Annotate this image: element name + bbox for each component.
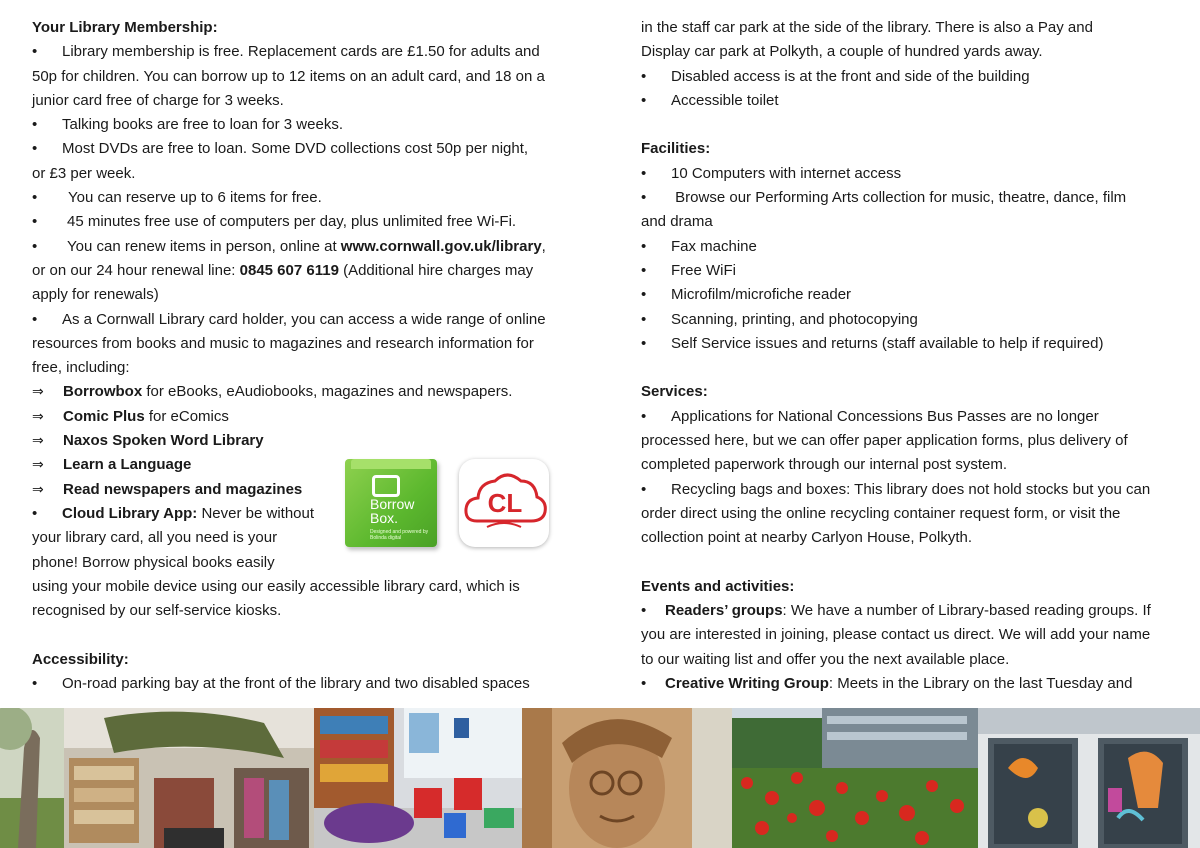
list-item: • Cloud Library App: Never be without: [32, 504, 315, 522]
list-item-continued: to our waiting list and offer you the next available place.: [641, 650, 1010, 668]
list-item-continued: processed here, but we can offer paper application forms, plus delivery of: [641, 432, 1128, 450]
list-item-continued: or on our 24 hour renewal line: 0845 607 6119 (Additional hire charges may: [32, 261, 534, 279]
library-interior-photo: [64, 708, 314, 848]
list-item-continued: order direct using the online recycling container request form, or visit the: [641, 504, 1121, 522]
list-item: • Self Service issues and returns (staff available to help if required): [641, 334, 1104, 352]
list-item: • Free WiFi: [641, 261, 736, 279]
arrow-icon: ⇒: [32, 481, 44, 498]
list-item: • You can renew items in person, online at www.cornwall.gov.uk/library,: [32, 237, 546, 255]
resource-item: ⇒ Read newspapers and magazines: [32, 478, 592, 502]
list-item: • Scanning, printing, and photocopying: [641, 310, 918, 328]
childrens-area-photo: [314, 708, 522, 848]
arrow-icon: ⇒: [32, 457, 44, 474]
list-item: • You can reserve up to 6 items for free.: [32, 189, 322, 207]
left-column: [32, 16, 592, 696]
borrowbox-logo: Borrow Box. Designed and powered by Bolinda digital: [345, 459, 437, 547]
svg-text:CL: CL: [487, 488, 523, 518]
list-item-continued: recognised by our self-service kiosks.: [32, 602, 282, 620]
list-item: • Microfilm/microfiche reader: [641, 286, 852, 304]
list-item-continued: you are interested in joining, please contact us direct. We will add your name: [641, 626, 1151, 644]
services-heading: Services:: [641, 383, 708, 401]
list-item-continued: 50p for children. You can borrow up to 12 items on an adult card, and 18 on a: [32, 67, 545, 85]
wood-carving-photo: [522, 708, 732, 848]
resource-item: ⇒ Learn a Language: [32, 453, 592, 477]
list-item: • Readers’ groups: We have a number of Library-based reading groups. If: [641, 602, 1151, 620]
list-item: • Talking books are free to loan for 3 weeks.: [32, 116, 343, 134]
photo-strip: [0, 708, 1200, 848]
membership-heading: Your Library Membership:: [32, 19, 218, 36]
list-item-continued: free, including:: [32, 359, 130, 377]
resource-item: ⇒ Borrowbox for eBooks, eAudiobooks, magazines and newspapers.: [32, 380, 592, 404]
speech-bubble-icon: [372, 475, 400, 497]
cloudlibrary-logo: [459, 459, 549, 547]
resource-item: ⇒ Naxos Spoken Word Library: [32, 429, 592, 453]
arrow-icon: ⇒: [32, 384, 44, 401]
list-item-continued: your library card, all you need is your: [32, 529, 278, 547]
renewal-phone-number: 0845 607 6119: [239, 261, 339, 279]
list-item: • Most DVDs are free to loan. Some DVD collections cost 50p per night,: [32, 140, 529, 158]
tree-photo: [0, 708, 64, 848]
list-item: • Accessible toilet: [641, 91, 779, 109]
list-item: • Fax machine: [641, 237, 757, 255]
right-column: [641, 16, 1186, 696]
list-item: • Creative Writing Group: Meets in the Library on the last Tuesday and: [641, 675, 1133, 693]
list-item: • Library membership is free. Replacement cards are £1.50 for adults and: [32, 43, 540, 61]
list-item: • Applications for National Concessions Bus Passes are no longer: [641, 407, 1099, 425]
list-item: • 10 Computers with internet access: [641, 164, 902, 182]
app-logos: [345, 459, 555, 549]
cloud-icon: [459, 459, 549, 547]
list-item-continued: or £3 per week.: [32, 164, 136, 182]
list-item: • Browse our Performing Arts collection for music, theatre, dance, film: [641, 189, 1127, 207]
library-website-link[interactable]: www.cornwall.gov.uk/library: [340, 237, 542, 255]
arrow-icon: ⇒: [32, 408, 44, 425]
list-item: • 45 minutes free use of computers per day, plus unlimited free Wi-Fi.: [32, 213, 517, 231]
resource-item: ⇒ Comic Plus for eComics: [32, 405, 592, 429]
arrow-icon: ⇒: [32, 433, 44, 450]
list-item: • Recycling bags and boxes: This library does not hold stocks but you can: [641, 480, 1151, 498]
list-item: • As a Cornwall Library card holder, you can access a wide range of online: [32, 310, 546, 328]
list-item-continued: using your mobile device using our easily accessible library card, which is: [32, 577, 520, 595]
list-item-continued: apply for renewals): [32, 286, 159, 304]
accessibility-heading: Accessibility:: [32, 650, 129, 668]
list-item-continued: phone! Borrow physical books easily: [32, 553, 275, 571]
facilities-heading: Facilities:: [641, 140, 711, 158]
list-item-continued: completed paperwork through our internal post system.: [641, 456, 1008, 474]
list-item-continued: resources from books and music to magazines and research information for: [32, 334, 534, 352]
painted-window-photo: [978, 708, 1200, 848]
list-item: • Disabled access is at the front and side of the building: [641, 67, 1030, 85]
list-item: • On-road parking bay at the front of the library and two disabled spaces: [32, 675, 530, 693]
events-heading: Events and activities:: [641, 577, 795, 595]
list-item-continued: in the staff car park at the side of the library. There is also a Pay and: [641, 19, 1093, 36]
list-item-continued: junior card free of charge for 3 weeks.: [32, 91, 284, 109]
list-item-continued: collection point at nearby Carlyon House, Polkyth.: [641, 529, 973, 547]
list-item-continued: Display car park at Polkyth, a couple of hundred yards away.: [641, 43, 1043, 61]
list-item-continued: and drama: [641, 213, 713, 231]
poppies-photo: [732, 708, 978, 848]
